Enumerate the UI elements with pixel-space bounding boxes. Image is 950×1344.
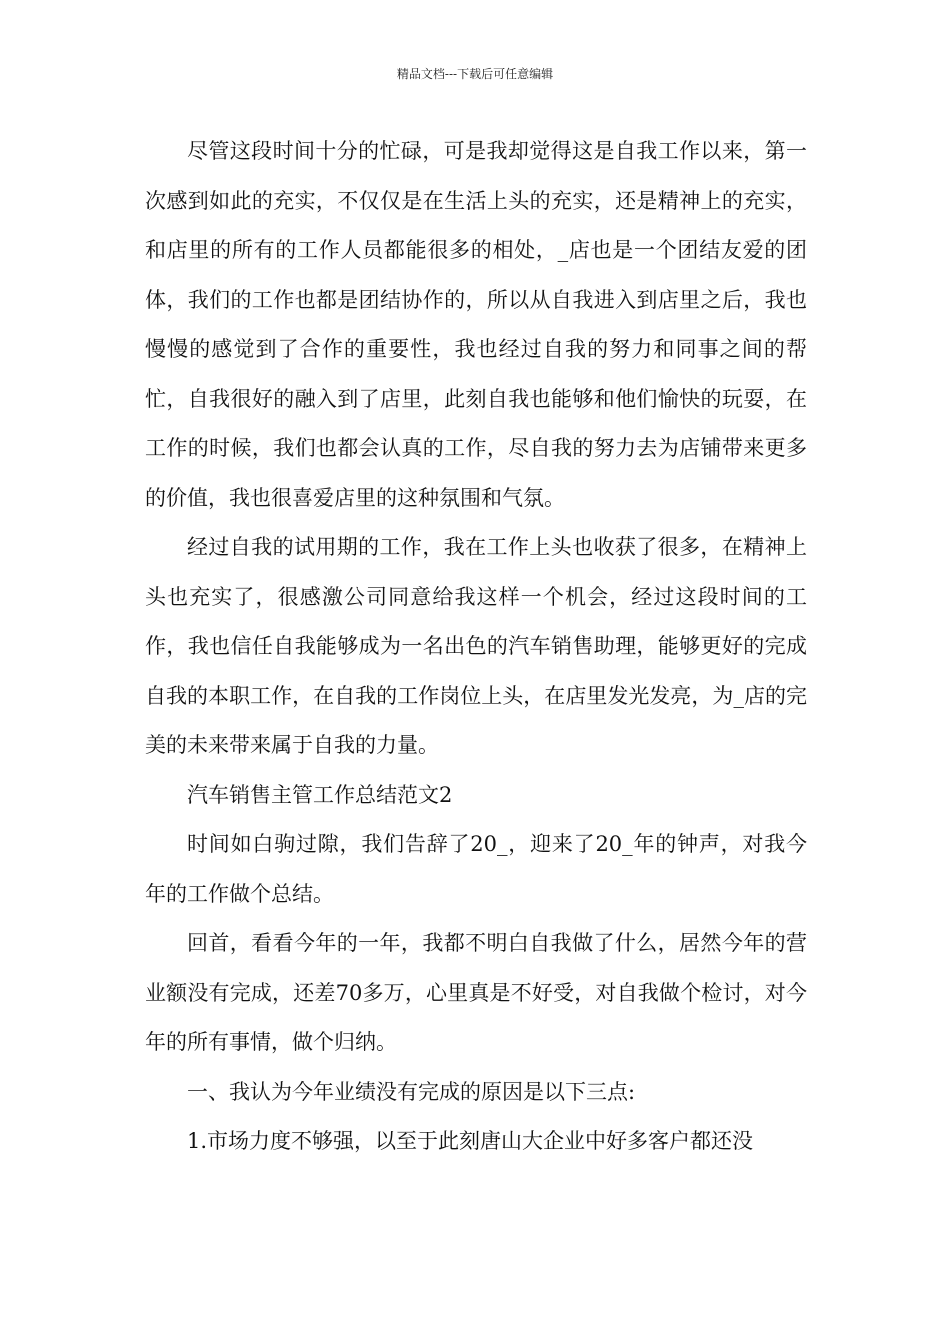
paragraph-2: 经过自我的试用期的工作，我在工作上头也收获了很多，在精神上头也充实了，很感激公司同意给我这样一个机会，经过这段时间的工作，我也信任自我能够成为一名出色的汽车销售助理，能够更好的完成自我的本职工作，在自我的工作岗位上头，在店里发光发亮，为_店的完美的未来带来属于自我的力量。 [145,535,807,757]
paragraph-5: 一、我认为今年业绩没有完成的原因是以下三点: [187,1079,636,1104]
document-body [145,127,807,1167]
paragraph-6: 1.市场力度不够强，以至于此刻唐山大企业中好多客户都还没 [187,1129,754,1153]
paragraph-3: 时间如白驹过隙，我们告辞了20_，迎来了20_年的钟声，对我今年的工作做个总结。 [145,832,807,906]
paragraph-4: 回首，看看今年的一年，我都不明白自我做了什么，居然今年的营业额没有完成，还差70多万，心里真是不好受，对自我做个检讨，对今年的所有事情，做个归纳。 [145,931,807,1054]
paragraph-1: 尽管这段时间十分的忙碌，可是我却觉得这是自我工作以来，第一次感到如此的充实，不仅仅是在生活上头的充实，还是精神上的充实，和店里的所有的工作人员都能很多的相处，_店也是一个团结友爱的团体，我们的工作也都是团结协作的，所以从自我进入到店里之后，我也慢慢的感觉到了合作的重要性，我也经过自我的努力和同事之间的帮忙，自我很好的融入到了店里，此刻自我也能够和他们愉快的玩耍，在工作的时候，我们也都会认真的工作，尽自我的努力去为店铺带来更多的价值，我也很喜爱店里的这种氛围和气氛。 [145,139,807,510]
page-header: 精品文档---下载后可任意编辑 [396,67,554,81]
section-title: 汽车销售主管工作总结范文2 [187,782,453,807]
